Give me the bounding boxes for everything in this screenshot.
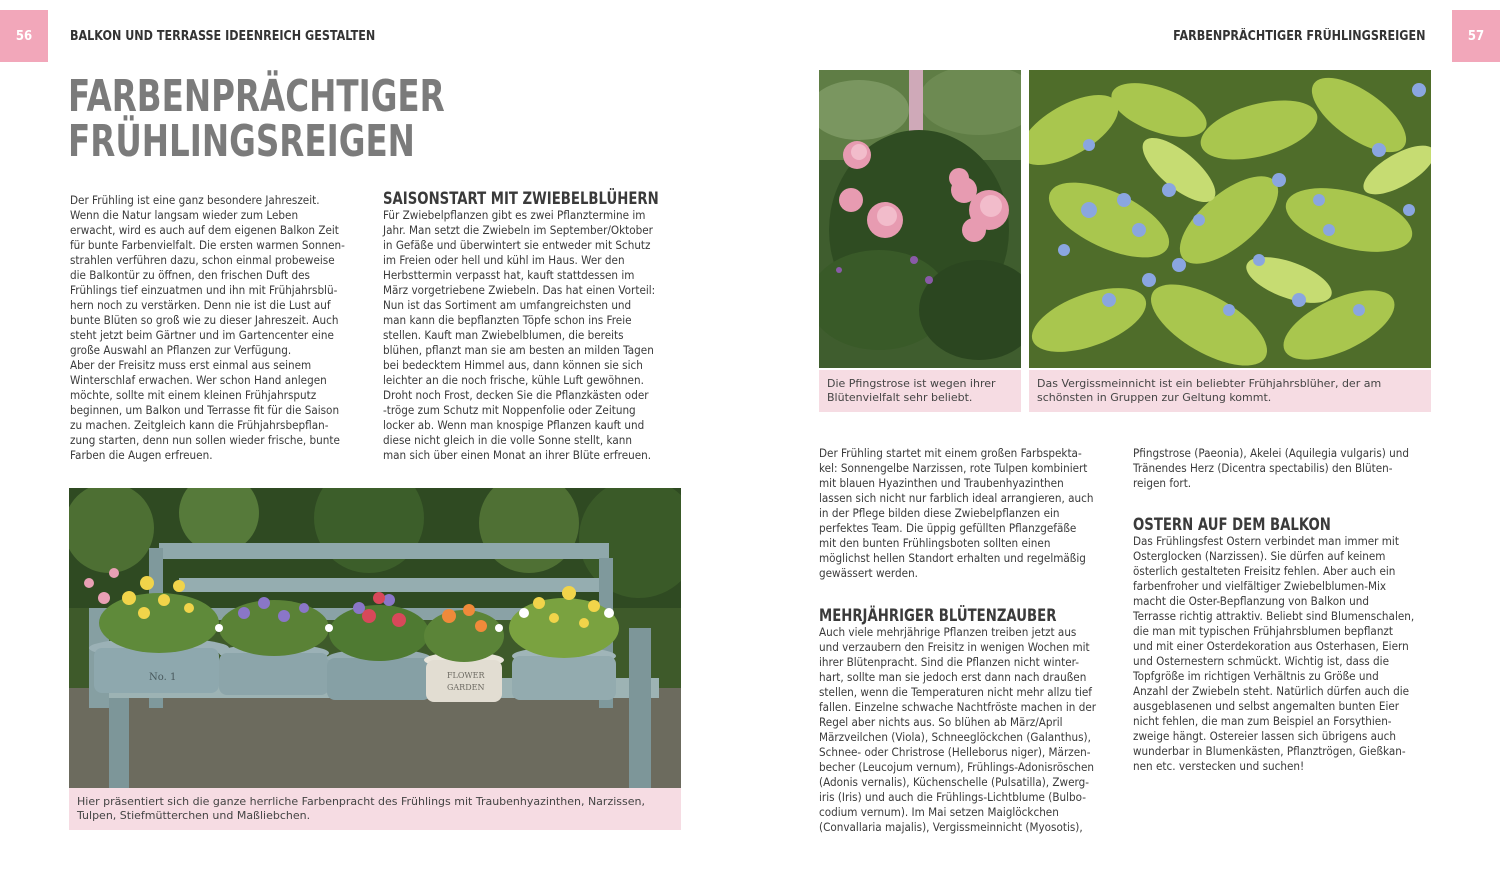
text-line: zu machen. Zeitgleich kann die Frühjahrsbepflan- [70, 418, 329, 432]
text-line: codium vernum). Im Mai setzen Maiglöckchen [819, 805, 1059, 819]
text-line: März vorgetriebene Zwiebeln. Das hat einen Vorteil: [383, 283, 656, 297]
text-line: iris (Iris) und auch die Frühlings-Lichtblume (Bulbo- [819, 790, 1087, 804]
text-line: Auch viele mehrjährige Pflanzen treiben jetzt aus [819, 625, 1077, 639]
text-line: hern noch zu verstärken. Denn nie ist die Lust auf [70, 298, 331, 312]
text-line: Pfingstrose (Paeonia), Akelei (Aquilegia vulgaris) und [1133, 446, 1409, 460]
text-line: Der Frühling startet mit einem großen Farbspekta- [819, 446, 1082, 460]
peony-caption [819, 370, 1021, 412]
pot-label-flower: FLOWER [447, 671, 485, 680]
text-line: bei bedecktem Himmel aus, dann können sie sich [383, 358, 643, 372]
text-line: hart, sollte man sie jedoch erst dann nach draußen [819, 670, 1087, 684]
text-line: Topfgröße im richtigen Verhältnis zu Größe und [1133, 669, 1379, 683]
text-line: zweige hängt. Ostereier lassen sich übrigens auch [1133, 729, 1396, 743]
text-line: man sich über einen Monat an ihrer Blüte erfreuen. [383, 448, 652, 462]
text-line: möchte, sollte mit einem kleinen Frühjahrsputz [70, 388, 317, 402]
text-line: macht die Oster-Bepflanzung von Balkon und [1133, 594, 1369, 608]
text-line: Der Frühling ist eine ganz besondere Jahreszeit. [70, 193, 320, 207]
section-body-mehrjaehrig [819, 625, 1096, 835]
text-line: Für Zwiebelpflanzen gibt es zwei Pflanztermine im [383, 208, 646, 222]
text-line: diese nicht gleich in die volle Sonne stellt, kann [383, 433, 633, 447]
text-line: Herbsttermin verpasst hat, kauft stattdessen im [383, 268, 635, 282]
page-title-line-2: FRÜHLINGSREIGEN [68, 116, 415, 167]
text-line: Tränendes Herz (Dicentra spectabilis) den Blüten- [1133, 461, 1393, 475]
text-line: lassen sich nicht nur farblich ideal arrangieren, auch [819, 491, 1094, 505]
right-col2-continuation [1133, 446, 1409, 491]
text-line: Regel aber nichts aus. So blühen ab März/April [819, 715, 1063, 729]
text-line: perfektes Team. Die üppig gefüllten Pflanzgefäße [819, 521, 1077, 535]
text-line: reigen fort. [1133, 476, 1192, 490]
text-line: und mit einer Osterdekoration aus Osterhasen, Eiern [1133, 639, 1409, 653]
text-line: strahlen verführen dazu, schon einmal probeweise [70, 253, 335, 267]
forget-me-not-photo [1029, 70, 1431, 368]
peony-caption-text: Die Pfingstrose ist wegen ihrer Blütenvielfalt sehr beliebt. [827, 377, 996, 404]
text-line: steht jetzt beim Gärtner und im Gartencenter eine [70, 328, 334, 342]
text-line: ihrer Blütenpracht. Sind die Pflanzen nicht winter- [819, 655, 1080, 669]
section-heading-ostern: OSTERN AUF DEM BALKON [1133, 515, 1331, 535]
text-line: Schnee- oder Christrose (Helleborus niger), Märzen- [819, 745, 1091, 759]
page-number-left [0, 10, 48, 62]
text-line: farbenfroher und vielfältiger Zwiebelblumen-Mix [1133, 579, 1387, 593]
bench-photo-caption [69, 788, 681, 830]
text-line: möglichst hellen Standort erhalten und regelmäßig [819, 551, 1086, 565]
text-line: mit den bunten Frühlingsboten sollten einen [819, 536, 1051, 550]
page-number-right-text: 57 [1467, 28, 1485, 44]
section-heading-mehrjaehrig: MEHRJÄHRIGER BLÜTENZAUBER [819, 606, 1057, 626]
text-line: Farben die Augen erfreuen. [70, 448, 213, 462]
text-line: beginnen, um Balkon und Terrasse fit für die Saison [70, 403, 340, 417]
text-line: gewässert werden. [819, 566, 918, 580]
text-line: stellen. Kauft man Zwiebelblumen, die bereits [383, 328, 624, 342]
running-head-right: FARBENPRÄCHTIGER FRÜHLINGSREIGEN [1172, 29, 1425, 44]
text-line: Anzahl der Zwiebeln steht. Natürlich dürfen auch die [1133, 684, 1410, 698]
text-line: zung starten, denn nun sollen wieder frische, bunte [70, 433, 340, 447]
forget-me-not-caption-text: Das Vergissmeinnicht ist ein beliebter Frühjahrsblüher, der am schönsten in Gruppen zur Geltung kommt. [1037, 377, 1382, 404]
text-line: Droht noch Frost, decken Sie die Pflanzkästen oder [383, 388, 649, 402]
text-line: kel: Sonnengelbe Narzissen, rote Tulpen kombiniert [819, 461, 1088, 475]
bench-photo-caption-text: Hier präsentiert sich die ganze herrliche Farbenpracht des Frühlings mit Traubenhyazinthen, Narzissen, Tulpen, Stiefmütterchen und Maßliebchen. [77, 795, 645, 822]
page-title-line-1: FARBENPRÄCHTIGER [68, 71, 445, 122]
text-line: Das Frühlingsfest Ostern verbindet man immer mit [1133, 534, 1399, 548]
text-line: stellen, wenn die Temperaturen nicht mehr allzu tief [819, 685, 1092, 699]
bench-flowers-photo [69, 488, 681, 788]
text-line: und Osternestern schmückt. Wichtig ist, dass die [1133, 654, 1389, 668]
page-title [68, 71, 577, 167]
text-line: Märzveilchen (Viola), Schneeglöckchen (Galanthus), [819, 730, 1091, 744]
text-line: (Convallaria majalis), Vergissmeinnicht (Myosotis), [819, 820, 1083, 834]
text-line: und verzaubern den Freisitz in wenigen Wochen mit [819, 640, 1090, 654]
text-line: (Adonis vernalis), Küchenschelle (Pulsatilla), Zwerg- [819, 775, 1090, 789]
text-line: becher (Leucojum vernum), Frühlings-Adonisröschen [819, 760, 1095, 774]
text-line: bunte Blüten so groß wie zu dieser Jahreszeit. Auch [70, 313, 339, 327]
section-body-ostern [1133, 534, 1414, 774]
text-line: locker ab. Wenn man knospige Pflanzen kauft und [383, 418, 645, 432]
text-line: Jahr. Man setzt die Zwiebeln im September/Oktober [383, 223, 653, 237]
text-line: Aber der Freisitz muss erst einmal aus seinem [70, 358, 312, 372]
text-line: in Gefäße und überwintert sie entweder mit Schutz [383, 238, 651, 252]
text-line: die man mit typischen Frühjahrsblumen bepflanzt [1133, 624, 1394, 638]
text-line: blühen, pflanzt man sie am besten an milden Tagen [383, 343, 654, 357]
text-line: wunderbar in Blumenkästen, Pflanztrögen, Gießkan- [1133, 744, 1406, 758]
text-line: Wenn die Natur langsam wieder zum Leben [70, 208, 299, 222]
text-line: in der Pflege bilden diese Zwiebelpflanzen ein [819, 506, 1060, 520]
section-heading-saisonstart: SAISONSTART MIT ZWIEBELBLÜHERN [383, 189, 659, 209]
peony-photo [819, 70, 1021, 368]
text-line: Nun ist das Sortiment am umfangreichsten und [383, 298, 632, 312]
text-line: ausgeblasenen und selbst angemalten bunten Eier [1133, 699, 1400, 713]
text-line: die Balkontür zu öffnen, den frischen Duft des [70, 268, 310, 282]
text-line: mit blauen Hyazinthen und Traubenhyazinthen [819, 476, 1064, 490]
text-line: nen etc. verstecken und suchen! [1133, 759, 1305, 773]
text-line: österlich gestalteten Freisitz fehlen. Aber auch ein [1133, 564, 1396, 578]
text-line: man kann die bepflanzten Töpfe schon ins Freie [383, 313, 632, 327]
running-head-left: BALKON UND TERRASSE IDEENREICH GESTALTEN [70, 29, 376, 44]
text-line: nicht fehlen, die man zum Beispiel an Forsythien- [1133, 714, 1392, 728]
intro-paragraph [70, 193, 345, 463]
text-line: Winterschlaf erwachen. Wer schon Hand anlegen [70, 373, 327, 387]
text-line: große Auswahl an Pflanzen zur Verfügung. [70, 343, 292, 357]
pot-label-no1: No. 1 [149, 672, 177, 683]
text-line: leichter an die noch frische, kühle Luft gewöhnen. [383, 373, 644, 387]
section-body-saisonstart [383, 208, 655, 463]
pot-label-garden: GARDEN [447, 683, 485, 692]
right-col1-intro [819, 446, 1093, 581]
text-line: fallen. Einzelne schwache Nachtfröste machen in der [819, 700, 1097, 714]
text-line: im Freien oder hell und kühl im Haus. Wer den [383, 253, 625, 267]
text-line: Osterglocken (Narzissen). Sie dürfen auf keinem [1133, 549, 1386, 563]
text-line: Terrasse richtig attraktiv. Beliebt sind Blumenschalen, [1133, 609, 1415, 623]
page-number-left-text: 56 [15, 28, 33, 44]
text-line: -tröge zum Schutz mit Noppenfolie oder Zeitung [383, 403, 636, 417]
forget-me-not-caption [1029, 370, 1431, 412]
page-number-right [1452, 10, 1500, 62]
text-line: Frühlings tief einzuatmen und ihn mit Frühjahrsblü- [70, 283, 338, 297]
text-line: für bunte Farbenvielfalt. Die ersten warmen Sonnen- [70, 238, 345, 252]
text-line: erwacht, wird es auch auf dem eigenen Balkon Zeit [70, 223, 339, 237]
